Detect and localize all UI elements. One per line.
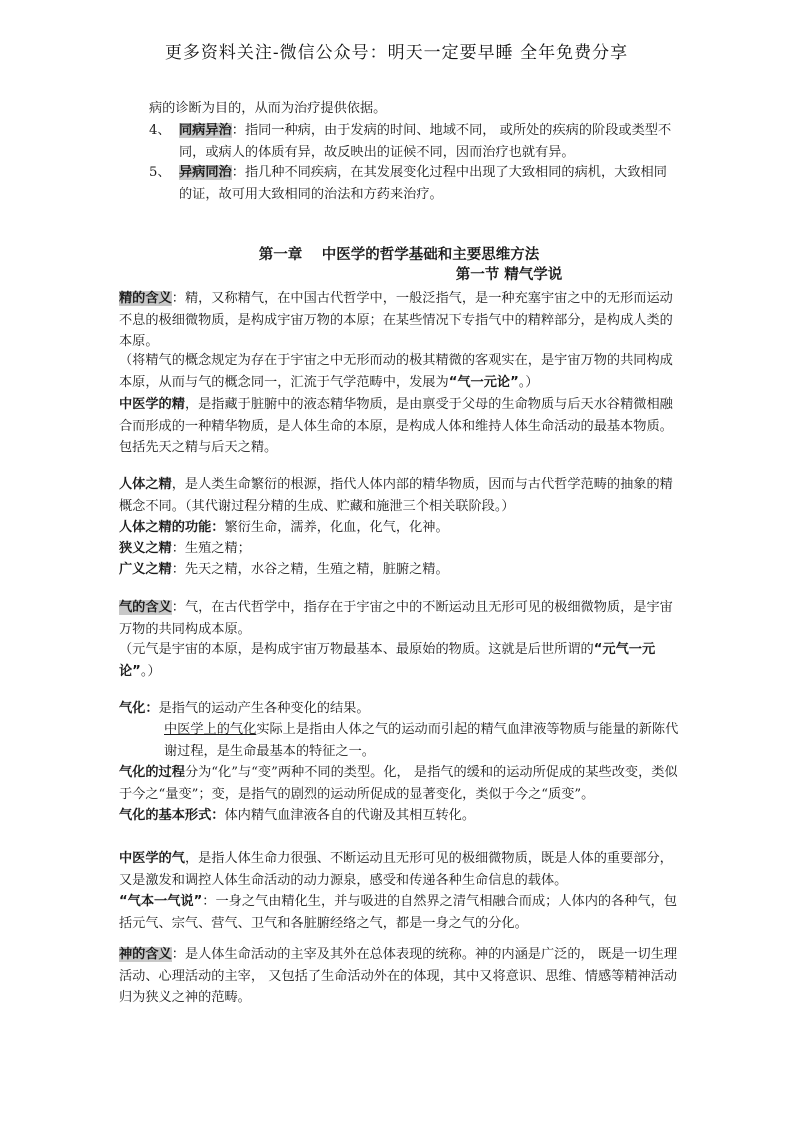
bold-term: 狭义之精: [119, 541, 172, 556]
note-text-end: 。）: [140, 663, 161, 679]
paragraph-text: 实际上是指由人体之气的运动而引起的精气血津液等物质与能量的新陈代谢过程，是生命最基本的特征之一。: [164, 722, 679, 759]
paragraph-text: 繁衍生命，濡养，化血，化气，化神。: [224, 520, 449, 535]
paragraph-text: ，是人类生命繁衍的根源，指代人体内部的精华物质，因而与古代哲学范畴的抽象的精概念不同。（其代谢过程分精的生成、贮藏和施泄三个相关联阶段。）: [119, 477, 673, 514]
term-highlight: 异病同治: [179, 165, 232, 180]
note-text-end: 。）: [518, 374, 539, 390]
separator: ：: [171, 600, 185, 615]
list-body: [179, 120, 679, 163]
term-highlight: 气的含义: [119, 600, 172, 615]
intro-tail-paragraph: 病的诊断为目的，从而为治疗提供依据。: [149, 101, 387, 116]
separator: ：: [231, 123, 245, 138]
note-bold-term: “气一元论”: [448, 374, 519, 390]
paragraph-text: 是人体生命活动的主宰及其外在总体表现的统称。神的内涵是广泛的， 既是一切生理活动、心理活动的主宰， 又包括了生命活动外在的体现，其中又将意识、思维、情感等精神活动归为狭义之神的范畴。: [119, 947, 678, 1005]
bold-term: 人体之精: [119, 477, 172, 492]
paragraph-text: 分为“化”与“变”两种不同的类型。化， 是指气的缓和的运动所促成的某些改变，类似于今之“量变”；变，是指气的剧烈的运动所促成的显著变化，类似于今之“质变”。: [119, 765, 678, 802]
paragraph-text: ：先天之精，水谷之精，生殖之精，脏腑之精。: [171, 562, 449, 577]
bold-term: 中医学的精: [119, 397, 185, 412]
note-text: （将精气的概念规定为存在于宇宙之中无形而动的极其精微的客观实在，是宇宙万物的共同构成本原，从而与气的概念同一，汇流于气学范畴中，发展为: [119, 353, 673, 390]
paragraph-text: 体内精气血津液各自的代谢及其相互转化。: [224, 808, 476, 823]
paragraph-text: ：生殖之精；: [171, 541, 251, 556]
underlined-term: 中医学上的气化: [164, 722, 257, 737]
body-jing-paragraph: [119, 474, 679, 517]
paragraph-text: 精，又称精气，在中国古代哲学中，一般泛指气，是一种充塞宇宙之中的无形而运动不息的极细微物质，是构成宇宙万物的本原；在某些情况下专指气中的精粹部分，是构成人类的本原。: [119, 291, 673, 349]
tcm-jing-paragraph: [119, 394, 679, 459]
note-bold-term: “元气一元论”: [119, 642, 656, 679]
watermark-banner: 更多资料关注-微信公众号：明天一定要早睡 全年免费分享: [164, 43, 629, 63]
yiqi-paragraph: [119, 891, 679, 934]
list-text: 指同一种病，由于发病的时间、地域不同， 或所处的疾病的阶段或类型不同，或病人的体质有异，故反映出的证候不同，因而治疗也就有异。: [179, 123, 672, 160]
body-jing-function: [119, 517, 679, 539]
qihua-process: [119, 762, 679, 805]
list-text: 指几种不同疾病，在其发展变化过程中出现了大致相同的病机，大致相同的证，故可用大致相同的治法和方药来治疗。: [179, 165, 667, 202]
separator: ：: [171, 291, 185, 306]
separator: ：: [231, 165, 245, 180]
bold-term: 气化的过程: [119, 765, 185, 780]
list-item: [119, 162, 679, 206]
section-title: 第一节 精气学说: [455, 267, 563, 283]
bold-term: 广义之精: [119, 562, 172, 577]
paragraph-text: 是指气的运动产生各种变化的结果。: [158, 701, 370, 716]
jing-note: [119, 350, 679, 393]
paragraph-text: 气，在古代哲学中，指存在于宇宙之中的不断运动且无形可见的极细微物质，是宇宙万物的共同构成本原。: [119, 600, 673, 637]
qi-definition: [119, 597, 679, 640]
list-number: 4、: [149, 123, 171, 138]
list-number: 5、: [149, 165, 171, 180]
paragraph-text: ，是指人体生命力很强、不断运动且无形可见的极细微物质，既是人体的重要部分，又是激发和调控人体生命活动的动力源泉，感受和传递各种生命信息的载体。: [119, 851, 673, 888]
separator: ：: [171, 947, 185, 962]
bold-term: 中医学的气: [119, 851, 185, 866]
list-item: [119, 120, 679, 164]
tcm-qi-paragraph: [119, 848, 679, 891]
broad-jing: [119, 559, 679, 581]
bold-term: 人体之精的功能：: [119, 520, 225, 535]
chapter-title: 第一章 中医学的哲学基础和主要思维方法: [258, 247, 540, 263]
qihua-definition: [119, 698, 679, 720]
qi-note: [119, 639, 679, 682]
bold-term: “气本一气说”: [119, 894, 203, 909]
qihua-form: [119, 805, 679, 827]
shen-definition: [119, 944, 679, 1009]
jing-definition: [119, 288, 679, 353]
qihua-sub: [164, 719, 679, 762]
bold-term: 气化的基本形式：: [119, 808, 225, 823]
narrow-jing: [119, 538, 679, 560]
paragraph-text: ，是指藏于脏腑中的液态精华物质，是由禀受于父母的生命物质与后天水谷精微相融合而形成的一种精华物质，是人体生命的本原，是构成人体和维持人体生命活动的最基本物质。包括先天之精与后天之精。: [119, 397, 673, 455]
term-highlight: 精的含义: [119, 291, 172, 306]
term-highlight: 同病异治: [179, 123, 232, 138]
bold-term: 气化：: [119, 701, 159, 716]
term-highlight: 神的含义: [119, 947, 172, 962]
list-body: [179, 162, 679, 205]
note-text: （元气是宇宙的本原，是构成宇宙万物最基本、最原始的物质。这就是后世所谓的: [119, 642, 594, 657]
paragraph-text: ：一身之气由精化生，并与吸进的自然界之清气相融合而成；人体内的各种气，包括元气、宗气、营气、卫气和各脏腑经络之气，都是一身之气的分化。: [119, 894, 678, 931]
